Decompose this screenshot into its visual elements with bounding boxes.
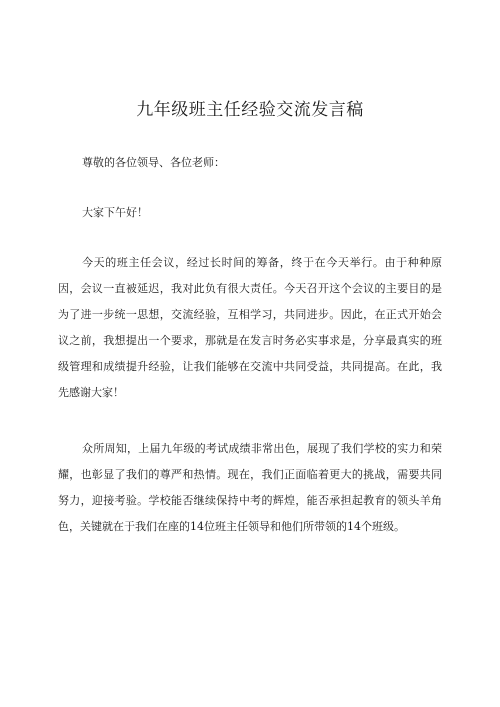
paragraph-1: 今天的班主任会议，经过长时间的筹备，终于在今天举行。由于种种原因，会议一直被延迟，我对此负有很大责任。今天召开这个会议的主要目的是为了进一步统一思想，交流经验，互相学习，共同进步。因此，在正式开始会议之前，我想提出一个要求，那就是在发言时务必实事求是，分享最真实的班级管理和成绩提升经验，让我们能够在交流中共同受益，共同提高。在此，我先感谢大家！ (58, 256, 442, 399)
salutation: 尊敬的各位领导、各位老师： (82, 156, 225, 169)
greeting: 大家下午好！ (82, 206, 148, 219)
document-body (58, 150, 442, 540)
paragraph-2: 众所周知，上届九年级的考试成绩非常出色，展现了我们学校的实力和荣耀，也彰显了我们的尊严和热情。现在，我们正面临着更大的挑战，需要共同努力，迎接考验。学校能否继续保持中考的辉煌，能否承担起教育的领头羊角色，关键就在于我们在座的14位班主任领导和他们所带领的14个班级。 (58, 442, 442, 533)
document-title: 九年级班主任经验交流发言稿 (136, 100, 364, 120)
